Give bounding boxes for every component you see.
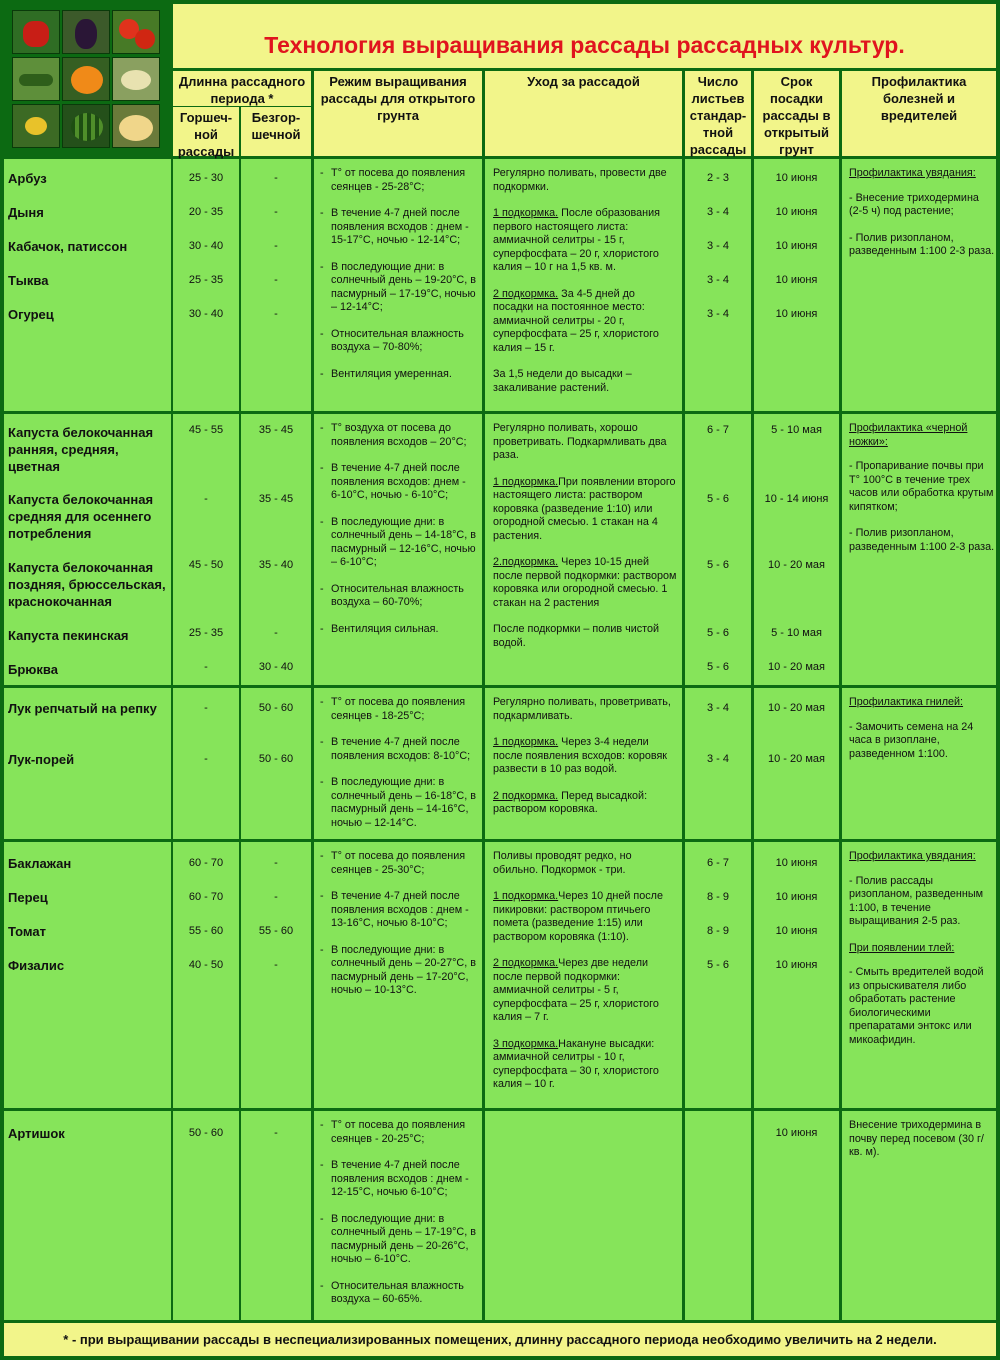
bullet-dash: - — [320, 696, 324, 708]
protect-item — [849, 875, 995, 929]
crop-date: 10 июня — [775, 172, 818, 184]
protect-line: Внесение триходермина в почву перед посевом (30 г/кв. м). — [849, 1119, 984, 1158]
protect-heading: Профилактика гнилей: — [849, 696, 964, 708]
protect-line: - Пропаривание почвы при Т° 100°С в течение трех часов или обработка крутым кипятком; — [849, 460, 994, 513]
protect-line: - Смыть вредителей водой из опрыскивателя либо обработать растение биологическими препаратами энтокс или микоафидин. — [849, 966, 984, 1046]
bullet-dash: - — [320, 736, 324, 748]
photo-pepper — [12, 10, 60, 54]
protect-line: - Полив ризопланом, разведенным 1:100 2-3 раза. — [849, 527, 995, 553]
care-text — [493, 850, 678, 1092]
crop-date: 10 июня — [775, 308, 818, 320]
crop-leaves: 3 - 4 — [706, 274, 729, 286]
care-item — [493, 167, 678, 194]
crop-leaves: 6 - 7 — [706, 424, 729, 436]
crop-pot-days: 60 - 70 — [188, 857, 224, 869]
crop-name: Капуста белокочанная средняя для осеннего потребления — [8, 492, 154, 541]
crop-name: Капуста белокочанная ранняя, средняя, цветная — [8, 425, 154, 474]
crop-potless-days: 55 - 60 — [258, 925, 294, 937]
regime-line: Т° от посева до появления сеянцев - 25-28°С; — [331, 167, 466, 193]
crop-date: 10 - 20 мая — [768, 753, 825, 765]
crop-date: 10 июня — [775, 1127, 818, 1139]
protect-item — [849, 422, 995, 449]
regime-item — [322, 516, 478, 570]
care-item — [493, 476, 678, 544]
crop-leaves: 3 - 4 — [706, 206, 729, 218]
regime-item — [322, 696, 478, 723]
photo-physalis — [12, 104, 60, 148]
crop-pot-days: 55 - 60 — [188, 925, 224, 937]
protect-item — [849, 460, 995, 514]
crop-leaves: 5 - 6 — [706, 559, 729, 571]
crop-date: 10 - 20 мая — [768, 702, 825, 714]
bullet-dash: - — [320, 850, 324, 862]
care-item — [493, 207, 678, 275]
bullet-dash: - — [320, 1212, 324, 1225]
crop-date: 10 июня — [775, 206, 818, 218]
bullet-dash: - — [320, 1159, 324, 1171]
protect-line: - Внесение триходермина (2-5 ч) под растение; — [849, 191, 979, 217]
crop-potless-days: 35 - 45 — [258, 493, 294, 505]
crop-name: Перец — [8, 890, 48, 905]
regime-item — [322, 1119, 478, 1146]
regime-line: В течение 4-7 дней после появления всходов: 8-10°С; — [331, 736, 471, 762]
bullet-dash: - — [320, 515, 324, 528]
crop-name: Брюква — [8, 662, 58, 677]
crop-potless-days: 30 - 40 — [258, 661, 294, 673]
regime-item — [322, 776, 478, 830]
cell-pot-group-4 — [173, 1111, 239, 1320]
regime-line: Т° от посева до появления сеянцев - 18-25°С; — [331, 696, 466, 722]
care-heading: 1 подкормка. — [493, 890, 559, 902]
regime-line: В течение 4-7 дней после появления всходов: днем - 6-10°С, ночью - 6-10°С; — [331, 462, 466, 501]
regime-text — [322, 422, 478, 636]
care-item — [493, 790, 678, 817]
crop-potless-days: - — [274, 274, 278, 286]
crop-name: Лук-порей — [8, 752, 75, 767]
crop-pot-days: - — [204, 702, 208, 714]
crop-pot-days: 25 - 35 — [188, 274, 224, 286]
bullet-dash: - — [320, 327, 324, 340]
regime-line: Т° от посева до появления сеянцев - 20-25°С; — [331, 1119, 466, 1145]
crop-pot-days: 40 - 50 — [188, 959, 224, 971]
crop-leaves: 5 - 6 — [706, 959, 729, 971]
crop-potless-days: - — [274, 959, 278, 971]
cell-date-group-1 — [754, 414, 839, 685]
regime-line: В последующие дни: в солнечный день – 20-27°С, в пасмурный день – 17-20°С, ночью – 10-13°С. — [331, 943, 476, 996]
care-text — [493, 167, 678, 395]
crop-leaves: 3 - 4 — [706, 240, 729, 252]
regime-text — [322, 696, 478, 830]
photo-zucchini — [12, 57, 60, 101]
crop-date: 5 - 10 мая — [771, 627, 822, 639]
crop-potless-days: - — [274, 308, 278, 320]
regime-line: В течение 4-7 дней после появления всходов : днем - 15-17°С, ночью - 12-14°С; — [331, 207, 469, 246]
care-heading: 2 подкормка. — [493, 789, 559, 802]
photo-eggplant — [62, 10, 110, 54]
regime-item — [322, 1213, 478, 1267]
crop-leaves: 5 - 6 — [706, 493, 729, 505]
protect-line: - Полив ризопланом, разведенным 1:100 2-3 раза. — [849, 231, 995, 257]
cell-potless-group-1 — [241, 414, 311, 685]
care-item — [493, 556, 678, 610]
header-leaves: Число листьев стандар-тной рассады — [685, 71, 751, 156]
care-item — [493, 890, 678, 944]
bullet-dash: - — [320, 1119, 324, 1131]
regime-line: Относительная влажность воздуха – 70-80%; — [331, 327, 464, 353]
protect-heading: Профилактика «черной ножки»: — [849, 422, 968, 448]
bullet-dash: - — [320, 622, 324, 635]
regime-item — [322, 850, 478, 877]
cell-leaves-group-1 — [685, 414, 751, 685]
crop-name: Артишок — [8, 1126, 65, 1141]
protect-item — [849, 696, 995, 710]
protect-item — [849, 192, 995, 219]
regime-text — [322, 167, 478, 381]
protect-text — [849, 422, 995, 554]
cell-name-group-3 — [4, 842, 171, 1108]
regime-line: В последующие дни: в солнечный день – 19-20°С, в пасмурный – 17-19°С, ночью – 12-14°С; — [331, 260, 476, 313]
regime-line: В последующие дни: в солнечный день – 16-18°С, в пасмурный день – 14-16°С, ночью – 12-14°С. — [331, 776, 476, 829]
care-line: После образования первого настоящего листа: аммиачной селитры - 15 г, суперфосфата – 20 г, хлористого калия – 10 г на 1,5 кв. м. — [493, 207, 661, 273]
crop-pot-days: 20 - 35 — [188, 206, 224, 218]
protect-text — [849, 167, 995, 259]
crop-potless-days: - — [274, 627, 278, 639]
care-heading: 1 подкормка. — [493, 207, 559, 219]
crop-name: Лук репчатый на репку — [8, 701, 157, 716]
care-line: Через 3-4 недели после появления всходов: коровяк развести в 10 раз водой. — [493, 736, 668, 775]
crop-leaves: 2 - 3 — [706, 172, 729, 184]
regime-line: В последующие дни: в солнечный день – 17-19°С, в пасмурный день – 20-26°С, ночью – 6-10°С. — [331, 1212, 476, 1265]
care-line: Через 10-15 дней после первой подкормки: раствором коровяка или огородной смесью. 1 стакан на 2 растения — [493, 556, 677, 609]
regime-line: Т° от посева до появления сеянцев - 25-30°С; — [331, 850, 466, 876]
crop-date: 5 - 10 мая — [771, 424, 822, 436]
protect-item — [849, 721, 995, 762]
crop-leaves: 8 - 9 — [706, 925, 729, 937]
regime-item — [322, 736, 478, 763]
care-line: Через 10 дней после пикировки: раствором птичьего помета (разведение 1:15) или раствором коровяка (1:10). — [493, 890, 663, 943]
protect-line: - Полив рассады ризопланом, разведенным 1:100, в течение выращивания 2-5 раз. — [849, 874, 984, 927]
crop-potless-days: - — [274, 240, 278, 252]
bullet-dash: - — [320, 422, 324, 434]
protect-heading: Профилактика увядания: — [849, 850, 976, 862]
photo-collage — [4, 4, 170, 156]
regime-line: Относительная влажность воздуха – 60-65%. — [331, 1279, 464, 1305]
protect-text — [849, 1119, 995, 1160]
crop-name: Физалис — [8, 958, 65, 973]
protect-heading: При появлении тлей: — [849, 941, 955, 954]
crop-date: 10 - 20 мая — [768, 661, 825, 673]
crop-name: Тыква — [8, 273, 49, 288]
photo-watermelon — [62, 104, 110, 148]
protect-item — [849, 232, 995, 259]
care-item — [493, 623, 678, 650]
regime-item — [322, 890, 478, 931]
photo-tomato — [112, 10, 160, 54]
crop-pot-days: - — [204, 753, 208, 765]
protect-item — [849, 1119, 995, 1160]
crop-date: 10 июня — [775, 274, 818, 286]
crop-pot-days: 50 - 60 — [188, 1127, 224, 1139]
crop-leaves: 5 - 6 — [706, 661, 729, 673]
header-potless: Безгор-шечной — [241, 107, 311, 156]
crop-pot-days: 25 - 30 — [188, 172, 224, 184]
regime-line: Т° воздуха от посева до появления всходов – 20°С; — [331, 422, 467, 448]
bullet-dash: - — [320, 462, 324, 474]
regime-item — [322, 1280, 478, 1307]
regime-line: В течение 4-7 дней после появления всходов : днем - 13-16°С, ночью 8-10°С; — [331, 890, 469, 929]
crop-leaves: 6 - 7 — [706, 857, 729, 869]
care-item — [493, 288, 678, 356]
regime-item — [322, 583, 478, 610]
regime-item — [322, 422, 478, 449]
care-line: Перед высадкой: раствором коровяка. — [493, 789, 648, 815]
regime-item — [322, 1159, 478, 1200]
crop-name: Кабачок, патиссон — [8, 239, 128, 254]
header-date: Срок посадки рассады в открытый грунт — [754, 71, 839, 156]
crop-pot-days: - — [204, 493, 208, 505]
crop-leaves: 3 - 4 — [706, 308, 729, 320]
crop-name: Дыня — [8, 205, 44, 220]
care-line: При появлении второго настоящего листа: раствором коровяка (разведение 1:10) или огородной смесью. 1 стакан на 4 растения. — [493, 475, 676, 542]
care-line: Через две недели после первой подкормки: аммиачной селитры - 5 г, суперфосфата – 25 г, хлористого калия – 7 г. — [493, 957, 659, 1023]
care-line: Регулярно поливать, хорошо проветривать. Подкармливать два раза. — [493, 422, 667, 461]
crop-name: Огурец — [8, 307, 54, 322]
protect-item — [849, 966, 995, 1047]
protect-item — [849, 167, 995, 181]
cell-potless-group-4 — [241, 1111, 311, 1320]
photo-squash — [112, 57, 160, 101]
care-line: За 1,5 недели до высадки – закаливание растений. — [493, 368, 632, 394]
cell-date-group-3 — [754, 842, 839, 1108]
crop-date: 10 - 14 июня — [764, 493, 829, 505]
care-line: Поливы проводят редко, но обильно. Подкормок - три. — [493, 850, 632, 876]
header-care: Уход за рассадой — [485, 71, 682, 156]
care-item — [493, 850, 678, 877]
care-text — [493, 696, 678, 817]
crop-potless-days: - — [274, 172, 278, 184]
bullet-dash: - — [320, 943, 324, 956]
bullet-dash: - — [320, 582, 324, 595]
regime-line: Относительная влажность воздуха – 60-70%; — [331, 582, 464, 608]
care-item — [493, 368, 678, 395]
bullet-dash: - — [320, 776, 324, 788]
protect-item — [849, 850, 995, 864]
protect-heading: Профилактика увядания: — [849, 167, 976, 179]
protect-text — [849, 850, 995, 1047]
bullet-dash: - — [320, 167, 324, 179]
crop-potless-days: - — [274, 857, 278, 869]
crop-leaves: 8 - 9 — [706, 891, 729, 903]
regime-text — [322, 1119, 478, 1307]
crop-date: 10 июня — [775, 959, 818, 971]
crop-potless-days: 50 - 60 — [258, 753, 294, 765]
regime-line: Вентиляция сильная. — [331, 622, 439, 635]
protect-text — [849, 696, 995, 761]
crop-pot-days: 45 - 50 — [188, 559, 224, 571]
bullet-dash: - — [320, 1279, 324, 1292]
header-protect: Профилактика болезней и вредителей — [842, 71, 996, 156]
cell-date-group-4 — [754, 1111, 839, 1320]
photo-melon — [112, 104, 160, 148]
regime-item — [322, 623, 478, 637]
care-line: Регулярно поливать, проветривать, подкармливать. — [493, 696, 671, 722]
care-item — [493, 1038, 678, 1092]
regime-item — [322, 167, 478, 194]
protect-item — [849, 527, 995, 554]
footnote: * - при выращивании рассады в неспециализированных помещених, длинну рассадного периода необходимо увеличить на 2 недели. — [4, 1323, 996, 1356]
crop-date: 10 июня — [775, 925, 818, 937]
bullet-dash: - — [320, 260, 324, 273]
cell-leaves-group-4 — [685, 1111, 751, 1320]
crop-name: Арбуз — [8, 171, 47, 186]
crop-pot-days: 30 - 40 — [188, 240, 224, 252]
protect-line: - Замочить семена на 24 часа в ризоплане, разведенном 1:100. — [849, 720, 974, 760]
crop-pot-days: - — [204, 661, 208, 673]
care-item — [493, 736, 678, 777]
care-heading: 3 подкормка. — [493, 1037, 559, 1050]
regime-text — [322, 850, 478, 998]
header-pot: Горшеч-ной рассады — [173, 107, 239, 156]
crop-pot-days: 60 - 70 — [188, 891, 224, 903]
crop-leaves: 3 - 4 — [706, 753, 729, 765]
regime-line: В течение 4-7 дней после появления всходов : днем - 12-15°С, ночью 6-10°С; — [331, 1159, 469, 1198]
bullet-dash: - — [320, 207, 324, 219]
care-heading: 2.подкормка. — [493, 556, 559, 568]
header-length: Длинна рассадного периода * — [173, 71, 311, 106]
care-line: После подкормки – полив чистой водой. — [493, 623, 660, 649]
page-title: Технология выращивания рассады рассадных культур. — [173, 4, 996, 68]
crop-date: 10 июня — [775, 240, 818, 252]
cell-pot-group-1 — [173, 414, 239, 685]
photo-pumpkin — [62, 57, 110, 101]
crop-name: Капуста белокочанная поздняя, брюссельская, краснокочанная — [8, 560, 166, 609]
care-item — [493, 957, 678, 1025]
regime-line: Вентиляция умеренная. — [331, 367, 452, 380]
crop-name: Капуста пекинская — [8, 628, 129, 643]
regime-item — [322, 944, 478, 998]
crop-potless-days: 35 - 40 — [258, 559, 294, 571]
crop-potless-days: 35 - 45 — [258, 424, 294, 436]
regime-line: В последующие дни: в солнечный день – 14-18°С, в пасмурный – 12-16°С, ночью – 6-10°С; — [331, 515, 476, 568]
crop-potless-days: 50 - 60 — [258, 702, 294, 714]
care-heading: 1 подкормка. — [493, 475, 559, 488]
bullet-dash: - — [320, 890, 324, 902]
cell-name-group-4 — [4, 1111, 171, 1320]
care-line: За 4-5 дней до посадки на постоянное место: аммиачной селитры - 20 г, суперфосфата – 25 г, хлористого калия – 15 г. — [493, 287, 659, 354]
crop-date: 10 июня — [775, 891, 818, 903]
care-heading: 1 подкормка. — [493, 736, 559, 748]
regime-item — [322, 207, 478, 248]
crop-potless-days: - — [274, 1127, 278, 1139]
regime-item — [322, 328, 478, 355]
crop-potless-days: - — [274, 206, 278, 218]
care-line: Накануне высадки: аммиачной селитры - 10 г, суперфосфата – 30 г, хлористого калия – 10 г. — [493, 1037, 659, 1090]
crop-date: 10 июня — [775, 857, 818, 869]
crop-name: Баклажан — [8, 856, 72, 871]
bullet-dash: - — [320, 367, 324, 380]
care-heading: 2 подкормка. — [493, 957, 559, 969]
cell-leaves-group-3 — [685, 842, 751, 1108]
regime-item — [322, 261, 478, 315]
cell-potless-group-3 — [241, 842, 311, 1108]
protect-item — [849, 942, 995, 956]
care-item — [493, 696, 678, 723]
regime-item — [322, 462, 478, 503]
care-line: Регулярно поливать, провести две подкормки. — [493, 167, 667, 193]
care-text — [493, 422, 678, 650]
regime-item — [322, 368, 478, 382]
crop-date: 10 - 20 мая — [768, 559, 825, 571]
crop-pot-days: 25 - 35 — [188, 627, 224, 639]
crop-pot-days: 45 - 55 — [188, 424, 224, 436]
crop-pot-days: 30 - 40 — [188, 308, 224, 320]
crop-name: Томат — [8, 924, 46, 939]
care-item — [493, 422, 678, 463]
cell-pot-group-3 — [173, 842, 239, 1108]
crop-leaves: 5 - 6 — [706, 627, 729, 639]
cell-care-group-4 — [485, 1111, 682, 1320]
crop-potless-days: - — [274, 891, 278, 903]
crop-leaves: 3 - 4 — [706, 702, 729, 714]
header-regime: Режим выращивания рассады для открытого грунта — [314, 71, 482, 156]
care-heading: 2 подкормка. — [493, 287, 559, 300]
